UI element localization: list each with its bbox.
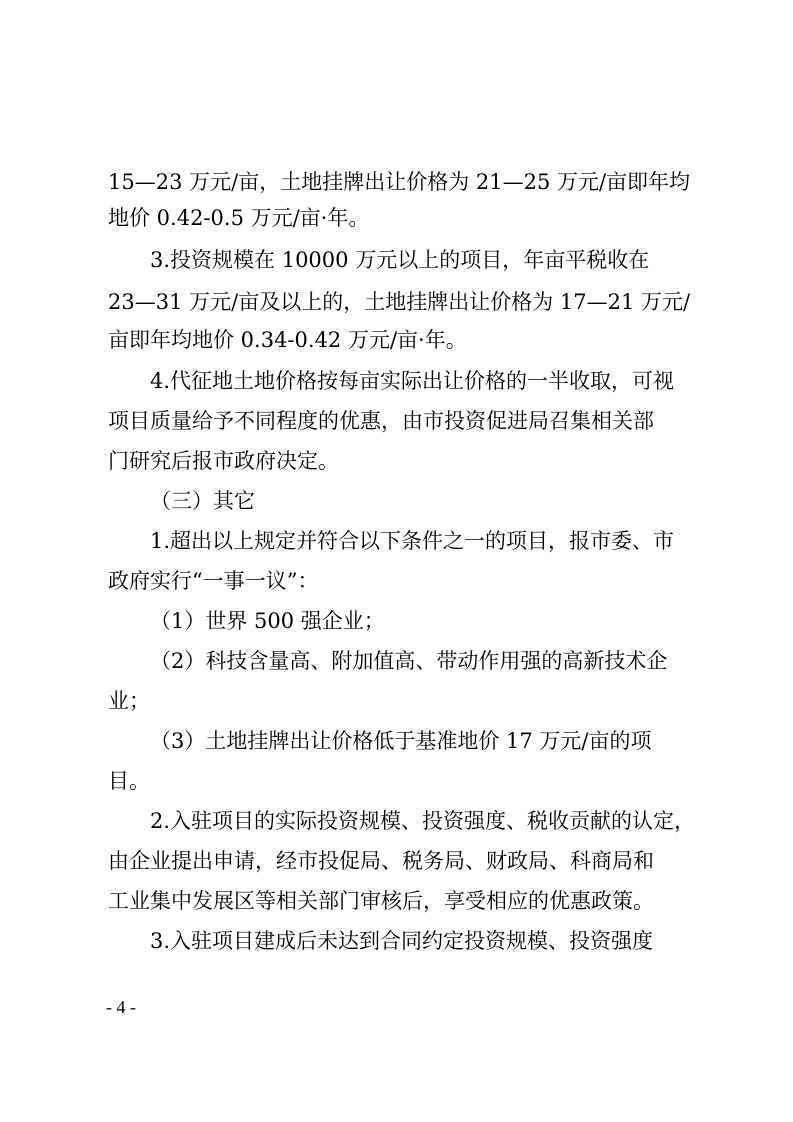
text-line-8: 门研究后报市政府决定。 xyxy=(108,449,339,473)
text-line-3: 3.投资规模在 10000 万元以上的项目，年亩平税收在 xyxy=(150,248,650,272)
text-line-1: 15—23 万元/亩，土地挂牌出让价格为 21—25 万元/亩即年均 xyxy=(108,170,691,194)
text-line-12: （1）世界 500 强企业； xyxy=(150,609,385,633)
text-line-5: 亩即年均地价 0.34-0.42 万元/亩·年。 xyxy=(108,328,467,352)
text-line-18: 由企业提出申请，经市投促局、税务局、财政局、科商局和 xyxy=(108,849,654,873)
text-line-13: （2）科技含量高、附加值高、带动作用强的高新技术企 xyxy=(150,649,668,673)
text-line-19: 工业集中发展区等相关部门审核后，享受相应的优惠政策。 xyxy=(108,889,654,913)
text-line-7: 项目质量给予不同程度的优惠，由市投资促进局召集相关部 xyxy=(108,409,654,433)
text-line-14: 业； xyxy=(108,689,150,713)
text-line-20: 3.入驻项目建成后未达到合同约定投资规模、投资强度 xyxy=(150,929,654,953)
text-line-10: 1.超出以上规定并符合以下条件之一的项目，报市委、市 xyxy=(150,529,675,553)
text-line-15: （3）土地挂牌出让价格低于基准地价 17 万元/亩的项 xyxy=(150,729,652,753)
text-line-2: 地价 0.42-0.5 万元/亩·年。 xyxy=(108,206,370,230)
section-heading: （三）其它 xyxy=(150,489,255,513)
text-line-4: 23—31 万元/亩及以上的，土地挂牌出让价格为 17—21 万元/ xyxy=(108,290,691,314)
text-line-16: 目。 xyxy=(108,769,150,793)
page-number: - 4 - xyxy=(106,997,136,1017)
text-line-6: 4.代征地土地价格按每亩实际出让价格的一半收取，可视 xyxy=(150,369,675,393)
text-line-17: 2.入驻项目的实际投资规模、投资强度、税收贡献的认定， xyxy=(150,809,696,833)
text-line-11: 政府实行“一事一议”： xyxy=(108,569,319,593)
